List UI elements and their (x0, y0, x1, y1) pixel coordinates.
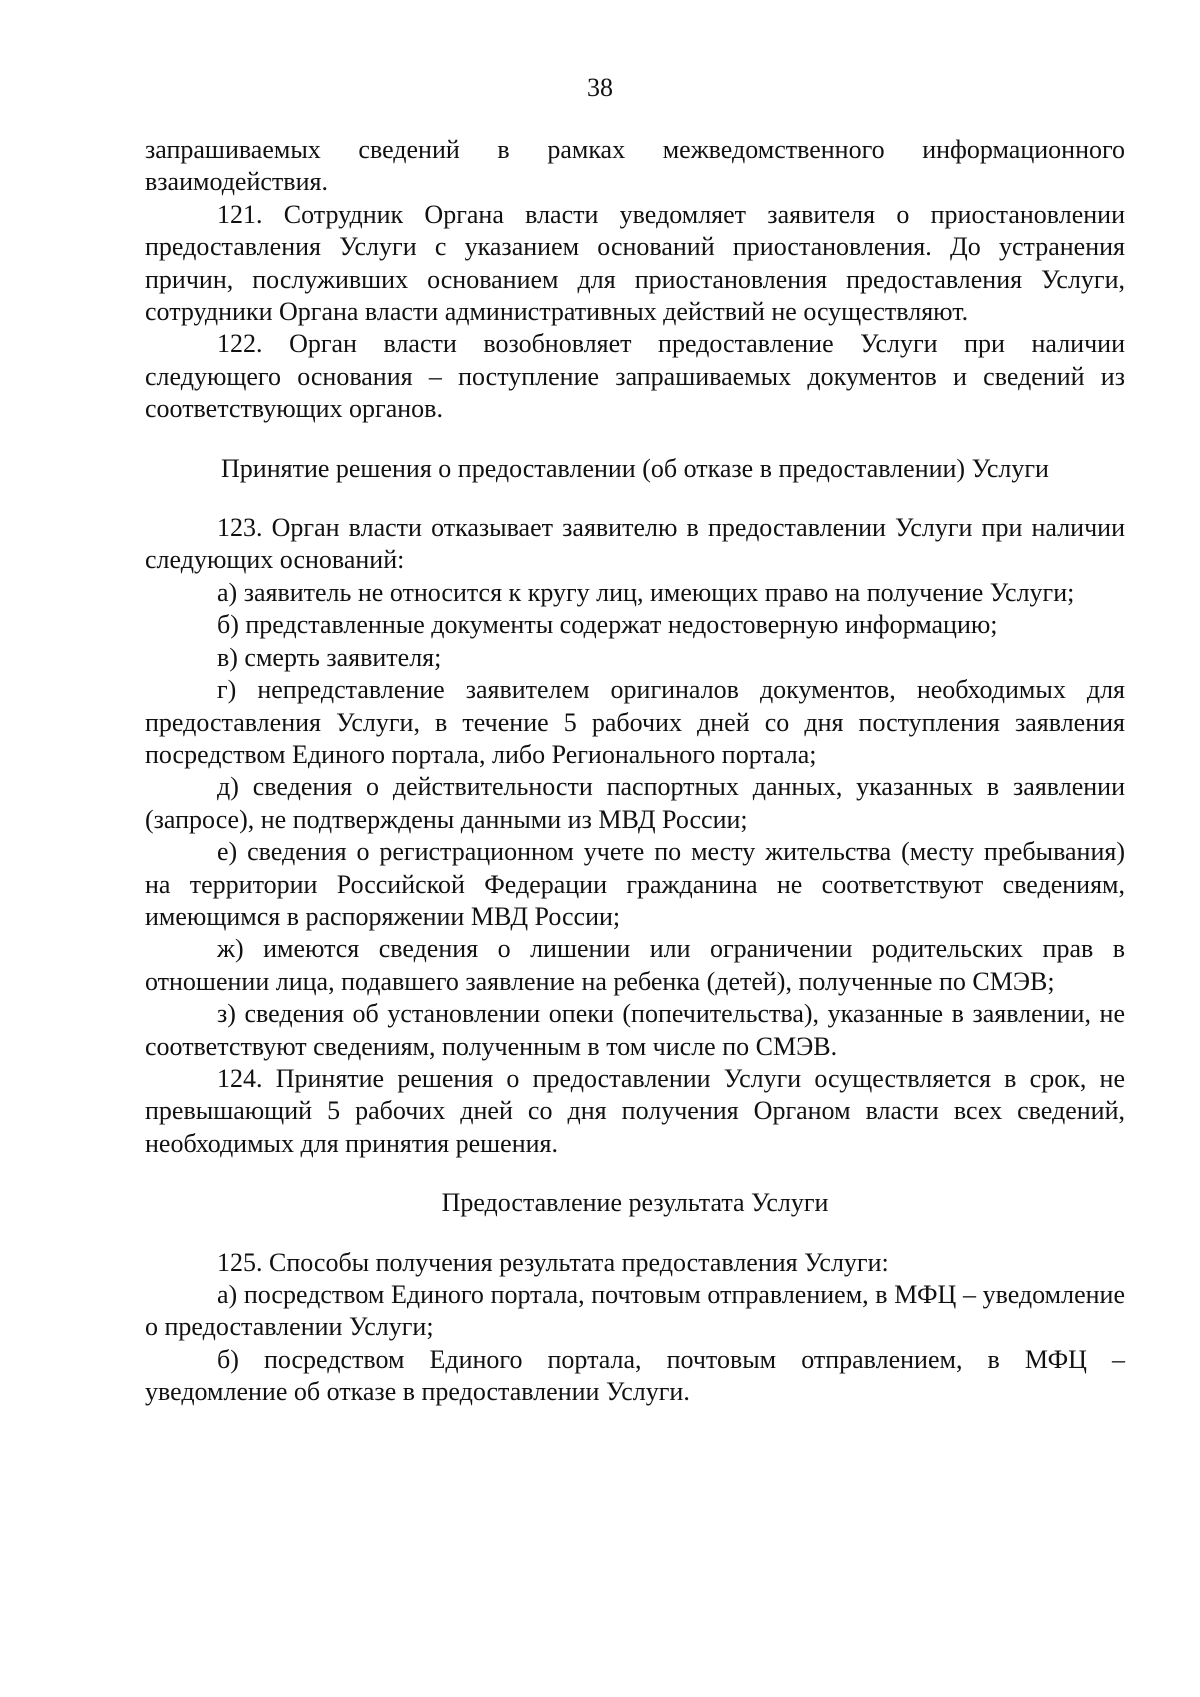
paragraph-123-d: д) сведения о действительности паспортных данных, указанных в заявлении (запросе), не подтверждены данными из МВД России; (145, 772, 1125, 834)
paragraph-123-a: а) заявитель не относится к кругу лиц, имеющих право на получение Услуги; (217, 577, 1075, 607)
paragraph-123: 123. Орган власти отказывает заявителю в предоставлении Услуги при наличии следующих оснований: (145, 513, 1125, 575)
page-number: 38 (587, 73, 613, 102)
paragraph-121: 121. Сотрудник Органа власти уведомляет заявителя о приостановлении предоставления Услуги с указанием оснований приостановления. До устранения причин, послуживших основанием для приостановления предоставления Услуги, сотрудники Органа власти административных действий не осуществляют. (145, 199, 1125, 327)
paragraph-123-e: е) сведения о регистрационном учете по месту жительства (месту пребывания) на территории Российской Федерации гражданина не соответствуют сведениям, имеющимся в распоряжении МВД России; (145, 837, 1125, 931)
paragraph-123-zh: ж) имеются сведения о лишении или ограничении родительских прав в отношении лица, подавшего заявление на ребенка (детей), полученные по СМЭВ; (145, 934, 1125, 996)
paragraph-continuation: запрашиваемых сведений в рамках межведомственного информационного взаимодействия. (145, 135, 1125, 197)
paragraph-125-b: б) посредством Единого портала, почтовым отправлением, в МФЦ – уведомление об отказе в предоставлении Услуги. (145, 1344, 1125, 1407)
paragraph-123-b: б) представленные документы содержат недостоверную информацию; (217, 610, 998, 640)
paragraph-123-v: в) смерть заявителя; (217, 642, 442, 672)
paragraph-125-a: а) посредством Единого портала, почтовым отправлением, в МФЦ – уведомление о предоставлении Услуги; (145, 1280, 1125, 1342)
section-heading-result: Предоставление результата Услуги (441, 1188, 829, 1218)
paragraph-124: 124. Принятие решения о предоставлении Услуги осуществляется в срок, не превышающий 5 рабочих дней со дня получения Органом власти всех сведений, необходимых для принятия решения. (145, 1063, 1125, 1158)
paragraph-123-z: з) сведения об установлении опеки (попечительства), указанные в заявлении, не соответствуют сведениям, полученным в том числе по СМЭВ. (145, 999, 1125, 1061)
section-heading-decision: Принятие решения о предоставлении (об отказе в предоставлении) Услуги (221, 453, 1049, 483)
paragraph-123-g: г) непредставление заявителем оригиналов документов, необходимых для предоставления Услуги, в течение 5 рабочих дней со дня поступления заявления посредством Единого портала, либо Регионального портала; (145, 675, 1125, 769)
paragraph-122: 122. Орган власти возобновляет предоставление Услуги при наличии следующего основания – поступление запрашиваемых документов и сведений из соответствующих органов. (145, 329, 1125, 424)
paragraph-125: 125. Способы получения результата предоставления Услуги: (217, 1247, 889, 1277)
document-body (145, 134, 1125, 1409)
